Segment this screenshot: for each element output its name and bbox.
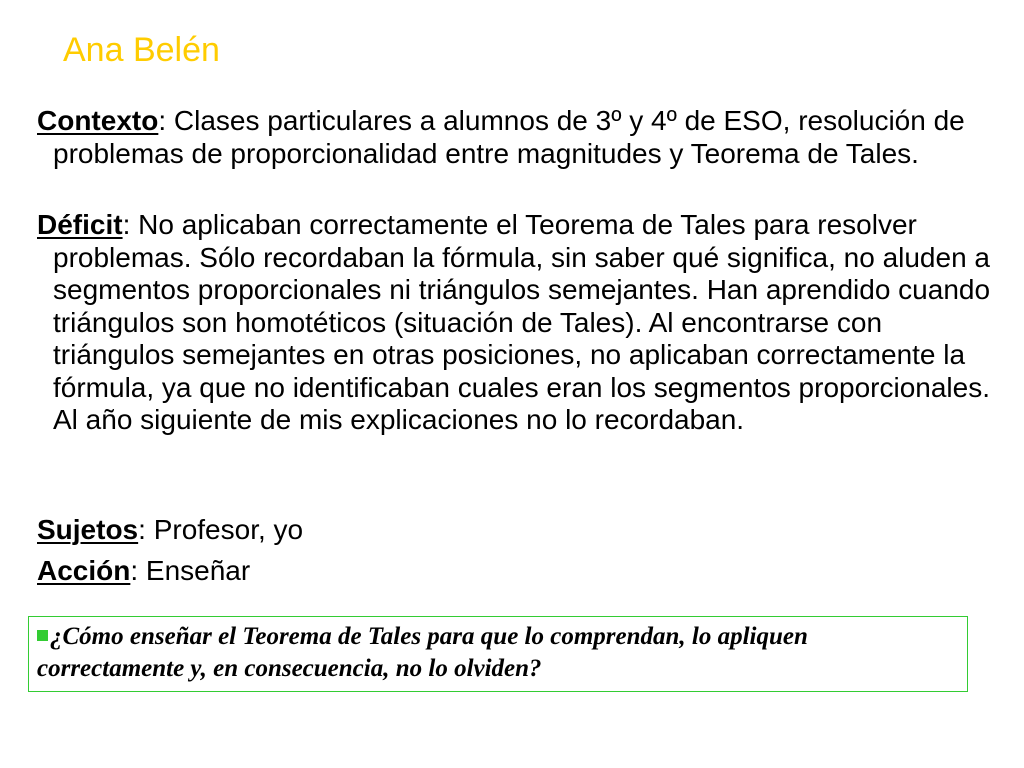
sujetos-text: : Profesor, yo: [138, 514, 304, 545]
sujetos-label: Sujetos: [37, 514, 139, 545]
deficit-label: Déficit: [37, 209, 123, 240]
sujetos-paragraph: [37, 514, 993, 547]
accion-paragraph: [37, 555, 993, 588]
question-box: [28, 616, 968, 692]
question-text: ¿Cómo enseñar el Teorema de Tales para que lo comprendan, lo apliquen correctamente y, en consecuencia, no lo olviden?: [37, 623, 808, 682]
contexto-label: Contexto: [37, 105, 159, 136]
contexto-text: : Clases particulares a alumnos de 3º y 4º de ESO, resolución de problemas de proporcionalidad entre magnitudes y Teorema de Tales.: [53, 105, 965, 169]
contexto-paragraph: [37, 105, 1013, 170]
green-square-bullet-icon: [37, 630, 48, 641]
deficit-paragraph: [37, 209, 993, 437]
accion-text: : Enseñar: [130, 555, 251, 586]
accion-label: Acción: [37, 555, 131, 586]
deficit-text: : No aplicaban correctamente el Teorema de Tales para resolver problemas. Sólo recordaban la fórmula, sin saber qué significa, no aluden a segmentos proporcionales ni triángulos semejantes. Han aprendido cuando triángulos son homotéticos (situación de Tales). Al encontrarse con triángulos semejantes en otras posiciones, no aplicaban correctamente la fórmula, ya que no identificaban cuales eran los segmentos proporcionales. Al año siguiente de mis explicaciones no lo recordaban.: [53, 209, 991, 435]
slide-title: Ana Belén: [63, 31, 220, 69]
